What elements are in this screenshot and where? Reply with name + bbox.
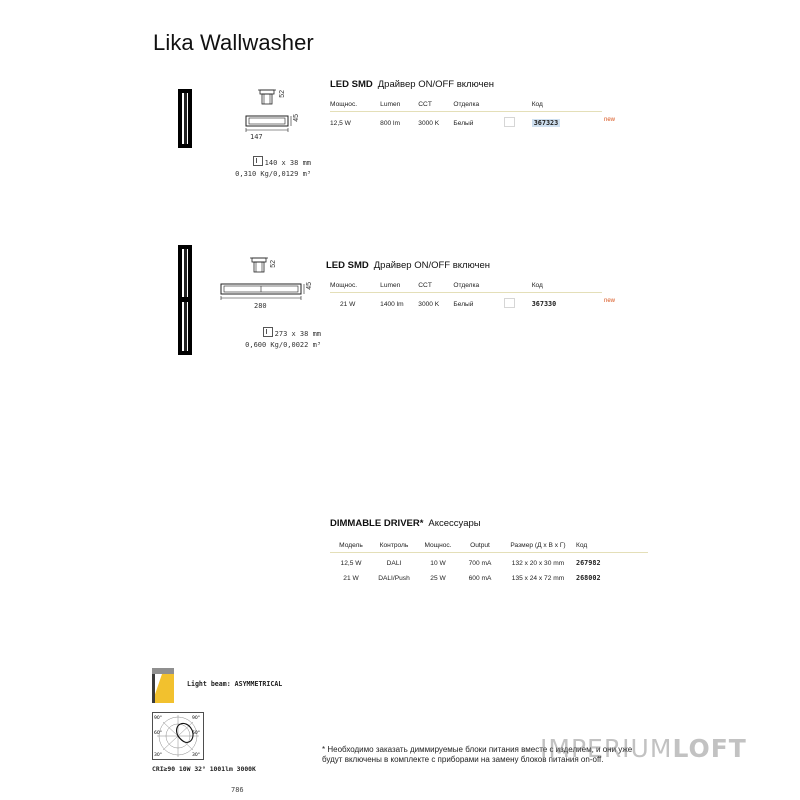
polar-angle-mr: 60° (192, 731, 200, 736)
header-swatch (504, 99, 532, 112)
page-number: 786 (231, 786, 244, 794)
product-1-top-view-drawing (243, 112, 293, 134)
table-row (330, 293, 602, 311)
product-1-spec-table (330, 99, 602, 129)
watermark-part2: LOFT (672, 734, 747, 763)
cell-code: 367323 (533, 119, 559, 127)
polar-angle-bl: 30° (154, 753, 162, 758)
cell-output: 700 mA (468, 559, 492, 567)
cell-model: 12,5 W (340, 559, 362, 567)
header-power: Мощнос. (330, 280, 380, 293)
header-finish: Отделка (453, 280, 503, 293)
product-1-meta (196, 156, 311, 180)
polar-angle-br: 30° (192, 753, 200, 758)
header-lumen: Lumen (380, 99, 418, 112)
product-1-profile-drawing (256, 88, 278, 108)
product-2-weight: 0,600 Kg/0,0022 m³ (245, 341, 321, 349)
header-finish: Отделка (453, 99, 503, 112)
product-2-cutout: 273 x 38 mm (274, 330, 321, 338)
header-cct: CCT (418, 99, 453, 112)
cell-finish: Белый (453, 119, 474, 127)
watermark-logo (540, 734, 747, 763)
accessories-table (330, 540, 648, 583)
header-model: Модель (330, 540, 372, 553)
accessories-heading-bold: DIMMABLE DRIVER* (330, 518, 424, 529)
asymmetrical-beam-icon (152, 668, 174, 703)
header-swatch (504, 280, 532, 293)
product-2-heading-text: Драйвер ON/OFF включен (373, 260, 490, 271)
table-row (330, 553, 648, 569)
table-header-row (330, 540, 648, 553)
cell-cct: 3000 K (418, 300, 440, 308)
product-1-weight: 0,310 Kg/0,0129 m³ (235, 170, 311, 178)
product-1-depth-dim: 52 (279, 90, 286, 98)
cell-model: 21 W (343, 574, 359, 582)
product-1-heading-bold: LED SMD (330, 79, 373, 90)
cell-power: 10 W (430, 559, 446, 567)
header-code: Код (532, 99, 602, 112)
product-2-meta (204, 327, 321, 351)
cell-finish: Белый (453, 300, 474, 308)
cell-lumen: 800 lm (380, 119, 400, 127)
cell-power: 21 W (340, 300, 356, 308)
table-header-row (330, 280, 602, 293)
product-1-front-view (176, 88, 196, 150)
footnote: * Необходимо заказать диммируемые блоки питания вместе с изделием, и они уже будут включены в комплекте с приборами на замену блоков питания on-off. (322, 745, 633, 764)
polar-diagram-icon (152, 712, 204, 760)
product-2-depth-dim: 52 (270, 260, 277, 268)
cell-control: DALI (386, 559, 402, 567)
product-2-top-view-drawing (218, 280, 308, 302)
header-lumen: Lumen (380, 280, 418, 293)
header-power: Мощнос. (330, 99, 380, 112)
product-2-width-dim: 280 (254, 302, 267, 310)
cell-cct: 3000 K (418, 119, 440, 127)
cell-lumen: 1400 lm (380, 300, 404, 308)
accessories-heading (330, 518, 481, 529)
header-output: Output (460, 540, 500, 553)
product-2-height-dim: 45 (306, 282, 313, 290)
product-1-cutout: 140 x 38 mm (264, 159, 311, 167)
table-header-row (330, 99, 602, 112)
cutout-icon (253, 156, 263, 166)
product-1-heading (330, 79, 494, 90)
product-1-width-dim: 147 (250, 133, 263, 141)
table-row (330, 112, 602, 130)
table-row (330, 568, 648, 583)
product-2-new-badge: new (604, 298, 616, 304)
product-1-heading-text: Драйвер ON/OFF включен (377, 79, 494, 90)
cell-code: 367330 (531, 300, 557, 308)
white-finish-swatch (504, 298, 515, 308)
product-2-front-view (176, 244, 196, 356)
product-2-heading-bold: LED SMD (326, 260, 369, 271)
polar-angle-tl: 90° (154, 716, 162, 721)
polar-angle-tr: 90° (192, 716, 200, 721)
accessories-heading-text: Аксессуары (428, 518, 481, 529)
header-code: Код (532, 280, 602, 293)
light-beam-label: Light beam: ASYMMETRICAL (187, 680, 283, 688)
product-1-height-dim: 45 (293, 114, 300, 122)
header-control: Контроль (372, 540, 416, 553)
cell-control: DALI/Push (378, 574, 410, 582)
header-code: Код (576, 540, 648, 553)
cutout-icon (263, 327, 273, 337)
cri-specs-label: CRI≥90 10W 32° 1001lm 3000K (152, 765, 256, 773)
cell-power: 25 W (430, 574, 446, 582)
cell-code: 267982 (576, 559, 601, 567)
white-finish-swatch (504, 117, 515, 127)
header-cct: CCT (418, 280, 453, 293)
cell-output: 600 mA (468, 574, 492, 582)
cell-code: 268002 (576, 574, 601, 582)
cell-power: 12,5 W (330, 119, 351, 127)
product-2-heading (326, 260, 490, 271)
page-title: Lika Wallwasher (153, 30, 314, 55)
cell-size: 132 x 20 x 30 mm (511, 559, 565, 567)
header-power: Мощнос. (416, 540, 460, 553)
cell-size: 135 x 24 x 72 mm (511, 574, 565, 582)
product-2-spec-table (330, 280, 602, 310)
polar-angle-ml: 60° (154, 731, 162, 736)
product-1-new-badge: new (604, 117, 616, 123)
watermark-part1: IMPERIUM (540, 734, 673, 763)
header-size: Размер (Д x В x Г) (500, 540, 576, 553)
product-2-profile-drawing (248, 256, 270, 276)
